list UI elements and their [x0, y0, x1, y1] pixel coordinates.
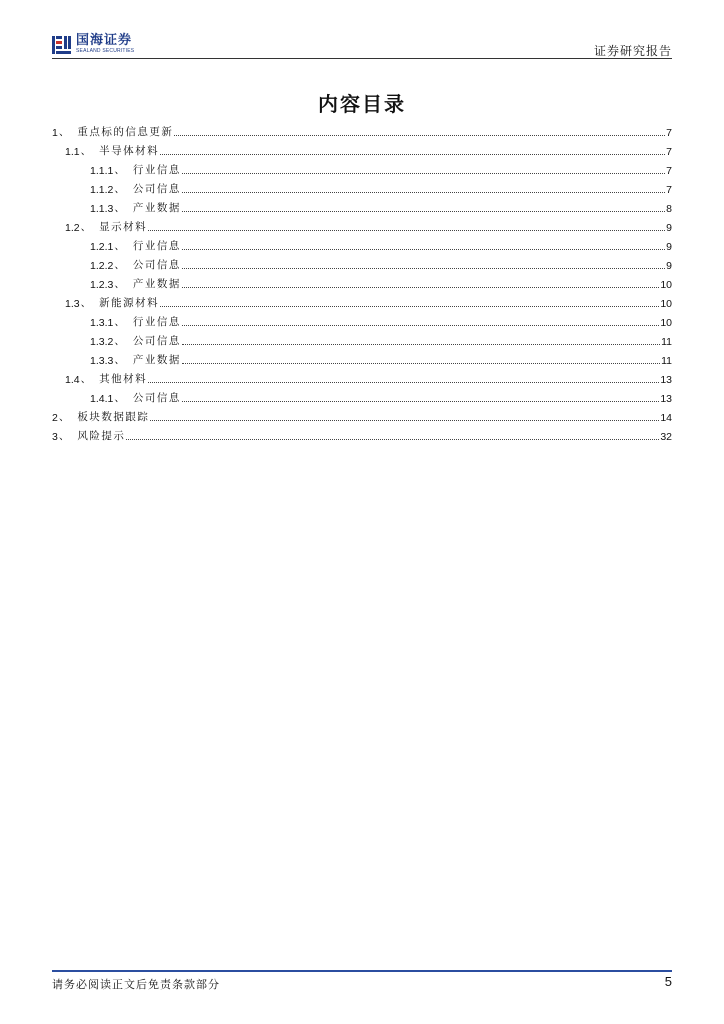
- logo-english-name: SEALAND SECURITIES: [76, 48, 135, 54]
- toc-entry-number: 1.2.1: [90, 241, 114, 253]
- toc-entry-number: 3: [52, 431, 58, 443]
- toc-dot-leader: [182, 286, 659, 288]
- toc-entry[interactable]: [52, 196, 672, 215]
- toc-entry-page: 9: [666, 222, 672, 234]
- toc-entry-separator: 、: [80, 373, 92, 385]
- toc-entry-page: 10: [660, 279, 672, 291]
- toc-entry-title: 重点标的信息更新: [77, 126, 174, 138]
- toc-entry[interactable]: [52, 367, 672, 386]
- toc-dot-leader: [182, 324, 659, 326]
- toc-entry[interactable]: [52, 120, 672, 139]
- toc-entry-page: 14: [660, 412, 672, 424]
- footer-disclaimer: 请务必阅读正文后免责条款部分: [52, 978, 220, 991]
- toc-entry-page: 8: [666, 203, 672, 215]
- toc-entry[interactable]: [52, 405, 672, 424]
- toc-entry[interactable]: [52, 291, 672, 310]
- toc-entry-title: 公司信息: [132, 259, 181, 271]
- toc-entry-separator: 、: [58, 126, 70, 138]
- toc-entry-title: 行业信息: [132, 240, 181, 252]
- toc-entry-separator: 、: [58, 430, 70, 442]
- toc-entry-number: 1.1.3: [90, 203, 114, 215]
- toc-entry-number: 1.3: [65, 298, 80, 310]
- toc-dot-leader: [182, 362, 660, 364]
- page-number: 5: [664, 974, 672, 989]
- toc-entry-number: 1.1.2: [90, 184, 114, 196]
- toc-entry[interactable]: [52, 234, 672, 253]
- toc-entry[interactable]: [52, 177, 672, 196]
- toc-entry-page: 10: [660, 298, 672, 310]
- toc-dot-leader: [182, 343, 660, 345]
- toc-entry-separator: 、: [114, 202, 125, 214]
- toc-dot-leader: [182, 210, 665, 212]
- toc-dot-leader: [182, 400, 659, 402]
- toc-entry[interactable]: [52, 348, 672, 367]
- toc-dot-leader: [160, 153, 665, 155]
- toc-entry-number: 1: [52, 127, 58, 139]
- toc-entry-page: 9: [666, 241, 672, 253]
- toc-entry-number: 1.1: [65, 146, 80, 158]
- toc-entry-title: 产业数据: [132, 278, 181, 290]
- table-of-contents: [52, 120, 672, 443]
- toc-entry-separator: 、: [114, 183, 125, 195]
- toc-entry-page: 7: [666, 127, 672, 139]
- toc-dot-leader: [182, 248, 665, 250]
- toc-dot-leader: [182, 191, 665, 193]
- toc-entry-page: 7: [666, 146, 672, 158]
- toc-entry-title: 半导体材料: [99, 145, 160, 157]
- toc-entry-title: 板块数据跟踪: [77, 411, 150, 423]
- toc-entry-page: 32: [660, 431, 672, 443]
- toc-entry-separator: 、: [114, 240, 125, 252]
- sealand-logo-icon: [52, 35, 72, 55]
- toc-entry-separator: 、: [114, 259, 125, 271]
- toc-entry-page: 13: [660, 374, 672, 386]
- toc-entry-number: 1.3.3: [90, 355, 114, 367]
- toc-entry-separator: 、: [114, 278, 125, 290]
- toc-entry-page: 10: [660, 317, 672, 329]
- toc-entry-title: 公司信息: [132, 183, 181, 195]
- toc-entry-number: 1.1.1: [90, 165, 114, 177]
- toc-entry-number: 1.4: [65, 374, 80, 386]
- toc-entry[interactable]: [52, 424, 672, 443]
- toc-entry-title: 公司信息: [132, 335, 181, 347]
- toc-dot-leader: [150, 419, 659, 421]
- toc-entry-title: 显示材料: [99, 221, 148, 233]
- toc-entry-separator: 、: [114, 335, 125, 347]
- toc-dot-leader: [160, 305, 659, 307]
- logo-chinese-name: 国海证券: [76, 33, 133, 48]
- toc-entry-number: 1.4.1: [90, 393, 114, 405]
- toc-entry[interactable]: [52, 310, 672, 329]
- toc-entry-title: 产业数据: [132, 354, 181, 366]
- toc-entry-number: 1.3.2: [90, 336, 114, 348]
- toc-entry-separator: 、: [58, 411, 70, 423]
- toc-title: 内容目录: [318, 92, 406, 116]
- toc-entry[interactable]: [52, 158, 672, 177]
- document-type-label: 证券研究报告: [593, 44, 672, 58]
- toc-entry-separator: 、: [80, 145, 92, 157]
- toc-entry[interactable]: [52, 139, 672, 158]
- footer-divider: [52, 970, 672, 972]
- toc-entry-number: 1.2.2: [90, 260, 114, 272]
- toc-entry-number: 1.2.3: [90, 279, 114, 291]
- toc-dot-leader: [182, 172, 665, 174]
- toc-entry-number: 2: [52, 412, 58, 424]
- toc-entry[interactable]: [52, 329, 672, 348]
- toc-entry-separator: 、: [114, 316, 125, 328]
- toc-entry-page: 7: [666, 184, 672, 196]
- toc-entry[interactable]: [52, 272, 672, 291]
- toc-entry[interactable]: [52, 386, 672, 405]
- toc-entry-separator: 、: [80, 221, 92, 233]
- toc-entry-separator: 、: [114, 164, 125, 176]
- toc-entry-number: 1.2: [65, 222, 80, 234]
- company-logo: [52, 34, 134, 56]
- toc-entry-title: 风险提示: [77, 430, 126, 442]
- toc-dot-leader: [174, 134, 665, 136]
- toc-entry-number: 1.3.1: [90, 317, 114, 329]
- toc-entry-separator: 、: [114, 354, 125, 366]
- toc-entry-title: 其他材料: [99, 373, 148, 385]
- toc-dot-leader: [126, 438, 659, 440]
- toc-dot-leader: [148, 229, 665, 231]
- toc-entry-separator: 、: [114, 392, 125, 404]
- toc-entry-title: 新能源材料: [99, 297, 160, 309]
- toc-entry-title: 行业信息: [132, 316, 181, 328]
- toc-entry[interactable]: [52, 215, 672, 234]
- toc-dot-leader: [148, 381, 659, 383]
- toc-entry-page: 7: [666, 165, 672, 177]
- toc-entry[interactable]: [52, 253, 672, 272]
- toc-entry-title: 行业信息: [132, 164, 181, 176]
- toc-entry-page: 9: [666, 260, 672, 272]
- header-divider: [52, 58, 672, 59]
- page-header: [52, 32, 672, 60]
- toc-entry-title: 公司信息: [132, 392, 181, 404]
- toc-entry-page: 11: [661, 355, 672, 367]
- toc-entry-page: 13: [660, 393, 672, 405]
- toc-entry-separator: 、: [80, 297, 92, 309]
- toc-entry-page: 11: [661, 336, 672, 348]
- toc-dot-leader: [182, 267, 665, 269]
- toc-entry-title: 产业数据: [132, 202, 181, 214]
